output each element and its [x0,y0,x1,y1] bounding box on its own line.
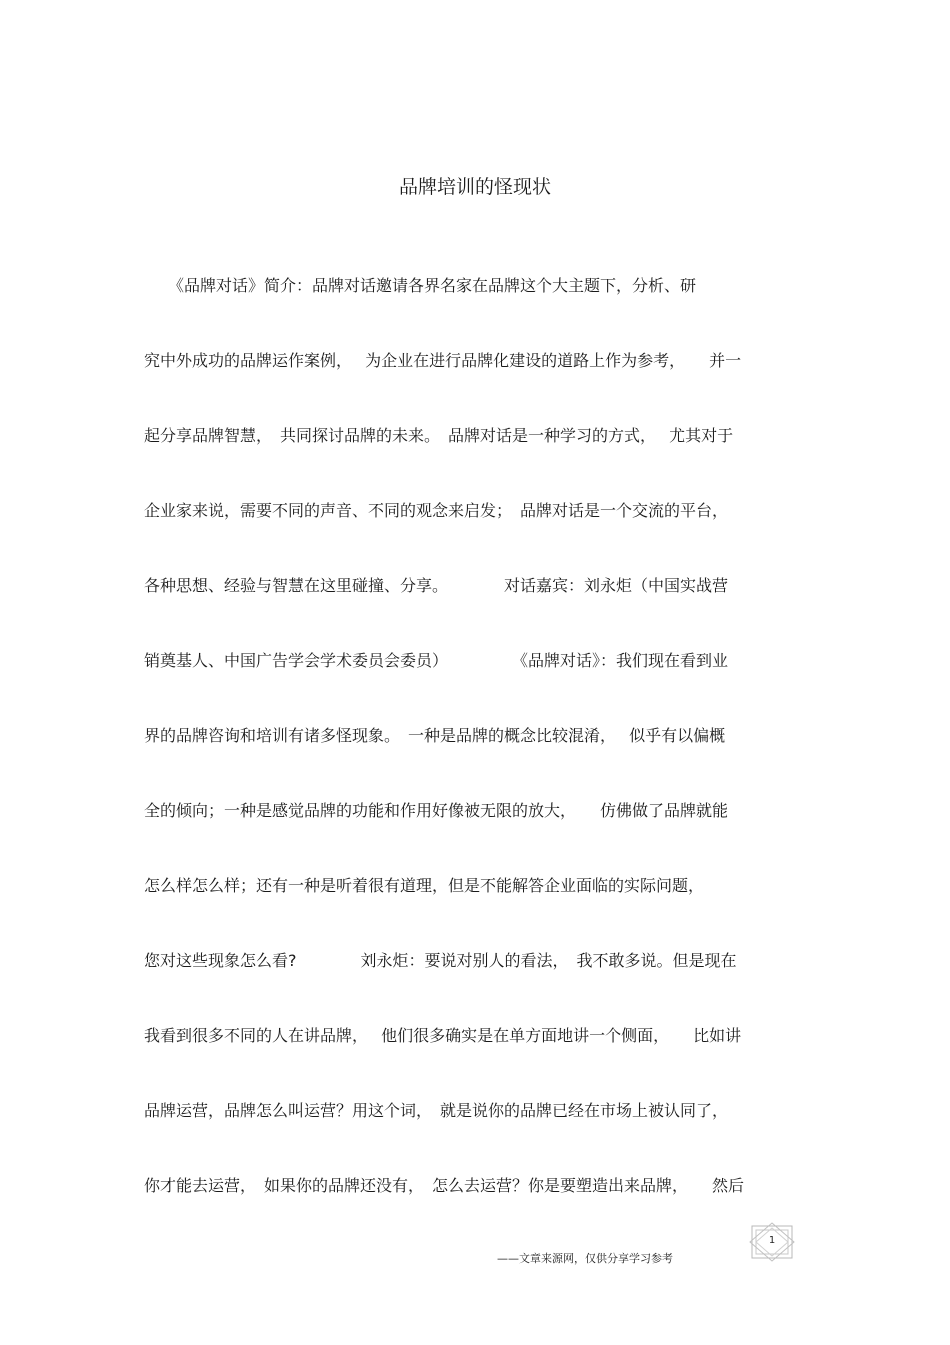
body-line: 各种思想、经验与智慧在这里碰撞、分享。 对话嘉宾：刘永炬（中国实战营 [144,576,729,595]
body-line: 起分享品牌智慧， 共同探讨品牌的未来。 品牌对话是一种学习的方式， 尤其对于 [144,426,734,445]
body-line: 企业家来说，需要不同的声音、不同的观念来启发； 品牌对话是一个交流的平台， [144,501,729,520]
body-line: 全的倾向；一种是感觉品牌的功能和作用好像被无限的放大， 仿佛做了品牌就能 [144,801,729,820]
page-number-badge [748,1222,796,1262]
page-number: 1 [768,1235,776,1246]
body-line: 《品牌对话》简介：品牌对话邀请各界名家在品牌这个大主题下，分析、研 [144,276,697,295]
body-line: 品牌运营，品牌怎么叫运营？用这个词， 就是说你的品牌已经在市场上被认同了， [144,1101,729,1120]
body-line: 究中外成功的品牌运作案例， 为企业在进行品牌化建设的道路上作为参考， 并一 [144,351,742,370]
source-note: ——文章来源网，仅供分享学习参考 [497,1252,673,1265]
body-line: 你才能去运营， 如果你的品牌还没有， 怎么去运营？你是要塑造出来品牌， 然后 [144,1176,745,1195]
body-line: 怎么样怎么样；还有一种是听着很有道理，但是不能解答企业面临的实际问题， [144,876,705,895]
document-title: 品牌培训的怪现状 [398,176,551,198]
body-line: 我看到很多不同的人在讲品牌， 他们很多确实是在单方面地讲一个侧面， 比如讲 [144,1026,742,1045]
body-line: 您对这些现象怎么看? 刘永炬：要说对别人的看法， 我不敢多说。但是现在 [144,951,737,970]
body-line: 界的品牌咨询和培训有诸多怪现象。 一种是品牌的概念比较混淆， 似乎有以偏概 [144,726,726,745]
body-line: 销奠基人、中国广告学会学术委员会委员） 《品牌对话》：我们现在看到业 [144,651,729,670]
